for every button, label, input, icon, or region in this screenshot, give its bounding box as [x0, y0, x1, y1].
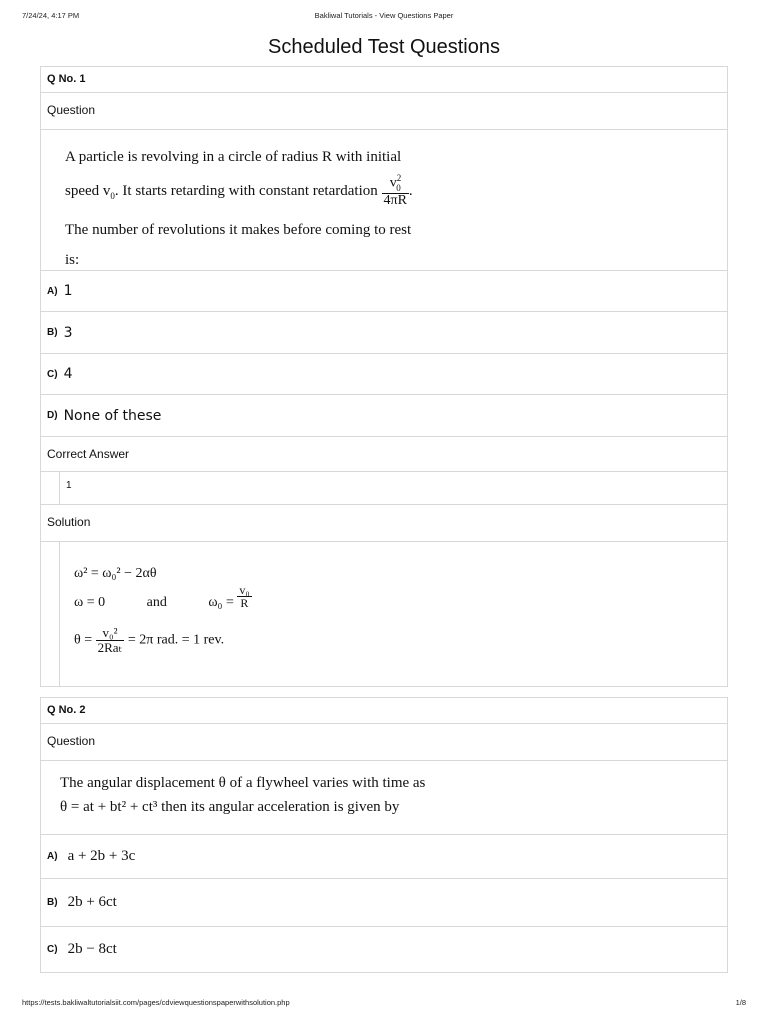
superscript: 2 — [396, 173, 402, 184]
question-number-row — [41, 67, 727, 93]
solution-fraction — [96, 626, 125, 654]
option-b[interactable] — [41, 312, 727, 354]
option-c[interactable] — [41, 927, 727, 972]
solution-segment: = 2π rad. = 1 rev. — [127, 632, 225, 648]
option-letter: C) — [47, 944, 58, 955]
question-label: Question — [47, 734, 96, 748]
subscript: 0 — [396, 182, 401, 193]
question-card-1 — [40, 66, 728, 687]
question-text — [41, 130, 727, 277]
question-text-line: A particle is revolving in a circle of radius R with initial — [65, 149, 402, 165]
option-letter: C) — [47, 368, 58, 380]
option-value: 1 — [63, 283, 73, 299]
retardation-fraction — [382, 174, 409, 209]
solution-segment: ω = 0 — [74, 595, 106, 610]
print-date: 7/24/24, 4:17 PM — [22, 11, 80, 20]
correct-answer-label: Correct Answer — [47, 447, 130, 461]
question-body — [41, 761, 727, 835]
solution-segment: and — [146, 595, 167, 610]
option-letter: D) — [47, 410, 58, 421]
solution-segment: θ = — [74, 632, 93, 648]
solution-content — [59, 542, 727, 686]
option-a[interactable] — [41, 835, 727, 879]
solution-label: Solution — [47, 515, 91, 529]
question-card-2 — [40, 697, 728, 973]
question-text-segment: speed v — [65, 183, 111, 199]
question-number-row — [41, 698, 727, 724]
option-d[interactable] — [41, 395, 727, 437]
question-text-line: The angular displacement θ of a flywheel varies with time as — [60, 775, 426, 791]
option-value: 2b + 6ct — [67, 894, 117, 910]
correct-answer-row — [41, 472, 727, 505]
fraction-denominator: 2Raₜ — [97, 639, 123, 655]
question-text-line: θ = at + bt² + ct³ then its angular acceleration is given by — [60, 799, 400, 815]
question-text-line: is: — [65, 252, 80, 268]
solution-segment: ω₀ = — [208, 595, 234, 610]
subscript: 0 — [110, 191, 115, 201]
question-label: Question — [47, 103, 96, 117]
page-number: 1/8 — [735, 998, 746, 1007]
option-letter: B) — [47, 327, 58, 338]
question-text-segment: . It starts retarding with constant retardation — [114, 183, 378, 199]
question-text-line — [65, 174, 703, 213]
solution-body — [41, 542, 727, 686]
fraction-numerator: v₀ — [239, 582, 250, 597]
option-value: 3 — [63, 324, 73, 341]
option-letter: B) — [47, 897, 58, 908]
print-url: https://tests.bakliwaltutorialsiit.com/pages/cdviewquestionspaperwithsolution.php — [22, 998, 290, 1007]
option-value: 2b − 8ct — [67, 941, 117, 957]
option-value: 4 — [63, 366, 73, 382]
page-title: Scheduled Test Questions — [267, 36, 500, 58]
option-c[interactable] — [41, 354, 727, 395]
print-header — [22, 11, 746, 23]
option-value: a + 2b + 3c — [67, 848, 136, 864]
question-label-row — [41, 93, 727, 130]
question-body — [41, 130, 727, 271]
question-text — [41, 761, 727, 819]
solution-equation-1: ω² = ω₀² − 2αθ — [74, 566, 157, 581]
question-number: Q No. 1 — [47, 73, 86, 85]
option-a[interactable] — [41, 271, 727, 312]
fraction-numerator — [382, 174, 409, 194]
correct-answer-value: 1 — [59, 472, 727, 504]
correct-answer-label-row — [41, 437, 727, 472]
option-letter: A) — [47, 851, 58, 862]
option-value: None of these — [63, 407, 162, 424]
fraction-numerator: v₀² — [96, 626, 125, 641]
fraction-denominator: R — [240, 596, 249, 611]
option-b[interactable] — [41, 879, 727, 927]
solution-equation-2 — [74, 582, 252, 611]
question-text-line: The number of revolutions it makes before coming to rest — [65, 222, 412, 238]
solution-fraction — [237, 584, 251, 610]
fraction-denominator: 4πR — [383, 193, 407, 209]
print-document-title: Bakliwal Tutorials - View Questions Paper — [314, 11, 454, 20]
option-letter: A) — [47, 285, 58, 297]
solution-equation-3 — [74, 626, 224, 654]
question-text-segment: . — [408, 183, 413, 199]
print-footer — [22, 998, 746, 1010]
var-v: v — [389, 175, 397, 191]
question-label-row — [41, 724, 727, 761]
question-number: Q No. 2 — [47, 704, 86, 716]
solution-label-row — [41, 505, 727, 542]
